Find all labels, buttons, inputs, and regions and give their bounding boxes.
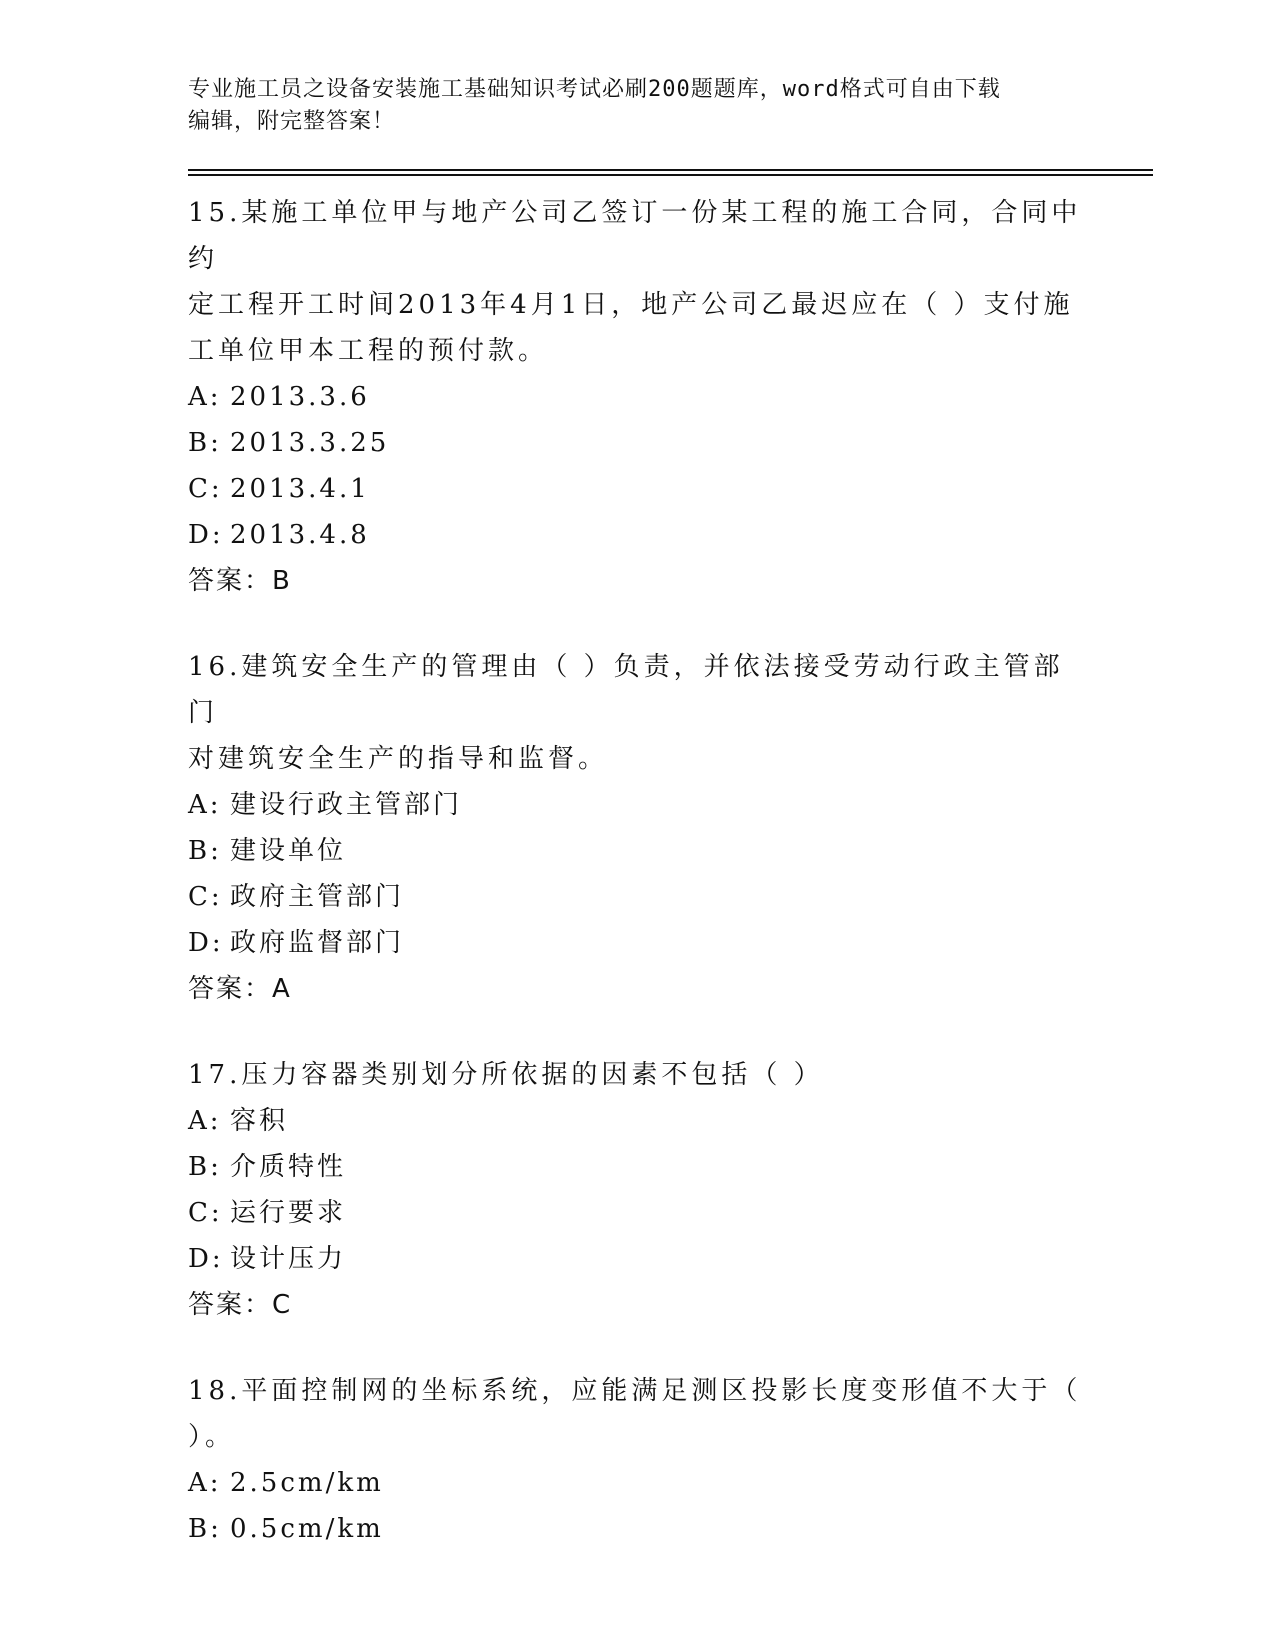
question-stem-line: 17.压力容器类别划分所依据的因素不包括（ ） xyxy=(188,1060,824,1090)
option-text: 2013.3.25 xyxy=(230,428,390,458)
option-a xyxy=(188,782,1088,828)
option-key: D: xyxy=(188,928,224,958)
answer: 答案：B xyxy=(188,566,292,596)
option-a xyxy=(188,1460,1088,1506)
option-key: B: xyxy=(188,836,222,866)
option-a xyxy=(188,1098,1088,1144)
question-list xyxy=(188,190,1088,1592)
header-line-1: 专业施工员之设备安装施工基础知识考试必刷200题题库，word格式可自由下载 xyxy=(188,77,1001,102)
option-text: 设计压力 xyxy=(230,1244,347,1274)
question-stem-line: ）。 xyxy=(188,1422,236,1452)
option-text: 2013.3.6 xyxy=(230,382,370,412)
option-d xyxy=(188,1236,1088,1282)
header-line-2: 编辑，附完整答案！ xyxy=(188,109,396,134)
option-key: C: xyxy=(188,1198,223,1228)
option-text: 2.5cm/km xyxy=(230,1468,384,1498)
option-text: 建设单位 xyxy=(230,836,347,866)
option-key: D: xyxy=(188,1244,224,1274)
option-a xyxy=(188,374,1088,420)
option-b xyxy=(188,420,1088,466)
question-18 xyxy=(188,1368,1088,1552)
question-stem-line: 定工程开工时间2013年4月1日，地产公司乙最迟应在（ ）支付施 xyxy=(188,290,1074,320)
option-key: B: xyxy=(188,1514,222,1544)
option-key: A: xyxy=(188,1468,222,1498)
answer: 答案：C xyxy=(188,1290,293,1320)
option-key: A: xyxy=(188,382,222,412)
question-stem-line: 对建筑安全生产的指导和监督。 xyxy=(188,744,609,774)
option-text: 政府监督部门 xyxy=(230,928,405,958)
question-15 xyxy=(188,190,1088,604)
option-key: A: xyxy=(188,1106,222,1136)
option-key: B: xyxy=(188,428,222,458)
option-text: 介质特性 xyxy=(230,1152,347,1182)
option-d xyxy=(188,920,1088,966)
document-header xyxy=(188,74,1068,138)
option-key: B: xyxy=(188,1152,222,1182)
option-key: D: xyxy=(188,520,224,550)
option-b xyxy=(188,1144,1088,1190)
option-key: C: xyxy=(188,474,223,504)
option-key: A: xyxy=(188,790,222,820)
option-c xyxy=(188,874,1088,920)
option-text: 容积 xyxy=(230,1106,289,1136)
option-text: 0.5cm/km xyxy=(230,1514,384,1544)
answer: 答案：A xyxy=(188,974,292,1004)
question-stem-line: 15.某施工单位甲与地产公司乙签订一份某工程的施工合同，合同中约 xyxy=(188,198,1082,274)
header-divider-bottom xyxy=(188,174,1153,176)
option-c xyxy=(188,466,1088,512)
header-divider-top xyxy=(188,169,1153,171)
option-text: 建设行政主管部门 xyxy=(230,790,463,820)
option-text: 运行要求 xyxy=(230,1198,347,1228)
option-b xyxy=(188,828,1088,874)
question-stem-line: 16.建筑安全生产的管理由（ ）负责，并依法接受劳动行政主管部门 xyxy=(188,652,1064,728)
option-text: 2013.4.8 xyxy=(230,520,370,550)
option-c xyxy=(188,1190,1088,1236)
question-16 xyxy=(188,644,1088,1012)
question-17 xyxy=(188,1052,1088,1328)
option-key: C: xyxy=(188,882,223,912)
option-d xyxy=(188,512,1088,558)
option-text: 政府主管部门 xyxy=(230,882,405,912)
question-stem-line: 18.平面控制网的坐标系统，应能满足测区投影长度变形值不大于（ xyxy=(188,1376,1082,1406)
option-text: 2013.4.1 xyxy=(230,474,370,504)
question-stem-line: 工单位甲本工程的预付款。 xyxy=(188,336,549,366)
option-b xyxy=(188,1506,1088,1552)
